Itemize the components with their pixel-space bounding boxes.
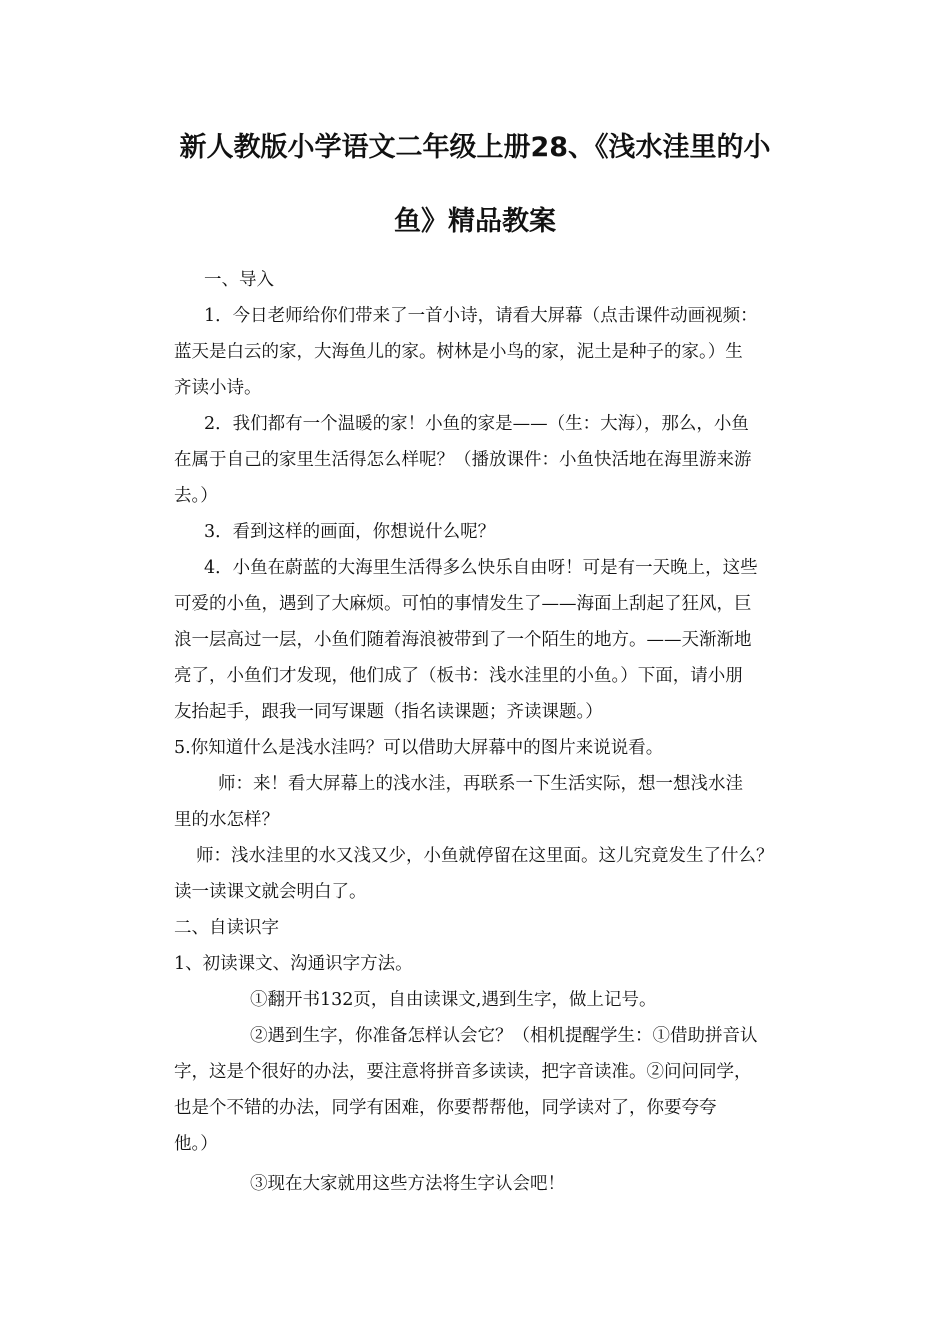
text-line: 3．看到这样的画面，你想说什么呢？ <box>204 522 496 542</box>
text-line: 在属于自己的家里生活得怎么样呢？（播放课件：小鱼快活地在海里游来游 <box>174 450 752 470</box>
document-title-line-1: 新人教版小学语文二年级上册28、《浅水洼里的小 <box>179 132 771 163</box>
text-line: ①翻开书132页，自由读课文,遇到生字，做上记号。 <box>250 990 657 1010</box>
text-line: 师：来！看大屏幕上的浅水洼，再联系一下生活实际，想一想浅水洼 <box>218 774 743 794</box>
text-line: 里的水怎样？ <box>174 810 279 830</box>
text-line: ③现在大家就用这些方法将生字认会吧！ <box>250 1174 565 1194</box>
text-line: 齐读小诗。 <box>174 378 262 398</box>
text-line: 浪一层高过一层，小鱼们随着海浪被带到了一个陌生的地方。——天渐渐地 <box>174 630 752 650</box>
text-line: 4．小鱼在蔚蓝的大海里生活得多么快乐自由呀！可是有一天晚上，这些 <box>204 558 758 578</box>
text-line: 友抬起手，跟我一同写课题（指名读课题；齐读课题。） <box>174 702 603 722</box>
text-line: 亮了，小鱼们才发现，他们成了（板书：浅水洼里的小鱼。）下面，请小朋 <box>174 666 743 686</box>
text-line: 1．今日老师给你们带来了一首小诗，请看大屏幕（点击课件动画视频： <box>204 306 758 326</box>
text-line: ②遇到生字，你准备怎样认会它？（相机提醒学生：①借助拼音认 <box>250 1026 758 1046</box>
text-line: 字，这是个很好的办法，要注意将拼音多读读，把字音读准。②问问同学， <box>174 1062 752 1082</box>
text-line: 去。） <box>174 486 218 506</box>
text-line: 他。） <box>174 1134 218 1154</box>
section-heading: 一、导入 <box>204 270 274 290</box>
document-title-line-2: 鱼》精品教案 <box>394 206 556 237</box>
text-line: 5.你知道什么是浅水洼吗？可以借助大屏幕中的图片来说说看。 <box>174 738 664 758</box>
text-line: 读一读课文就会明白了。 <box>174 882 367 902</box>
section-heading: 二、自读识字 <box>174 918 279 938</box>
text-line: 2．我们都有一个温暖的家！小鱼的家是——（生：大海），那么，小鱼 <box>204 414 749 434</box>
text-line: 蓝天是白云的家，大海鱼儿的家。树林是小鸟的家，泥土是种子的家。）生 <box>174 342 743 362</box>
text-line: 可爱的小鱼，遇到了大麻烦。可怕的事情发生了——海面上刮起了狂风，巨 <box>174 594 752 614</box>
text-line: 师：浅水洼里的水又浅又少，小鱼就停留在这里面。这儿究竟发生了什么？ <box>196 846 774 866</box>
text-line: 1、初读课文、沟通识字方法。 <box>174 954 413 974</box>
text-line: 也是个不错的办法，同学有困难，你要帮帮他，同学读对了，你要夸夸 <box>174 1098 717 1118</box>
